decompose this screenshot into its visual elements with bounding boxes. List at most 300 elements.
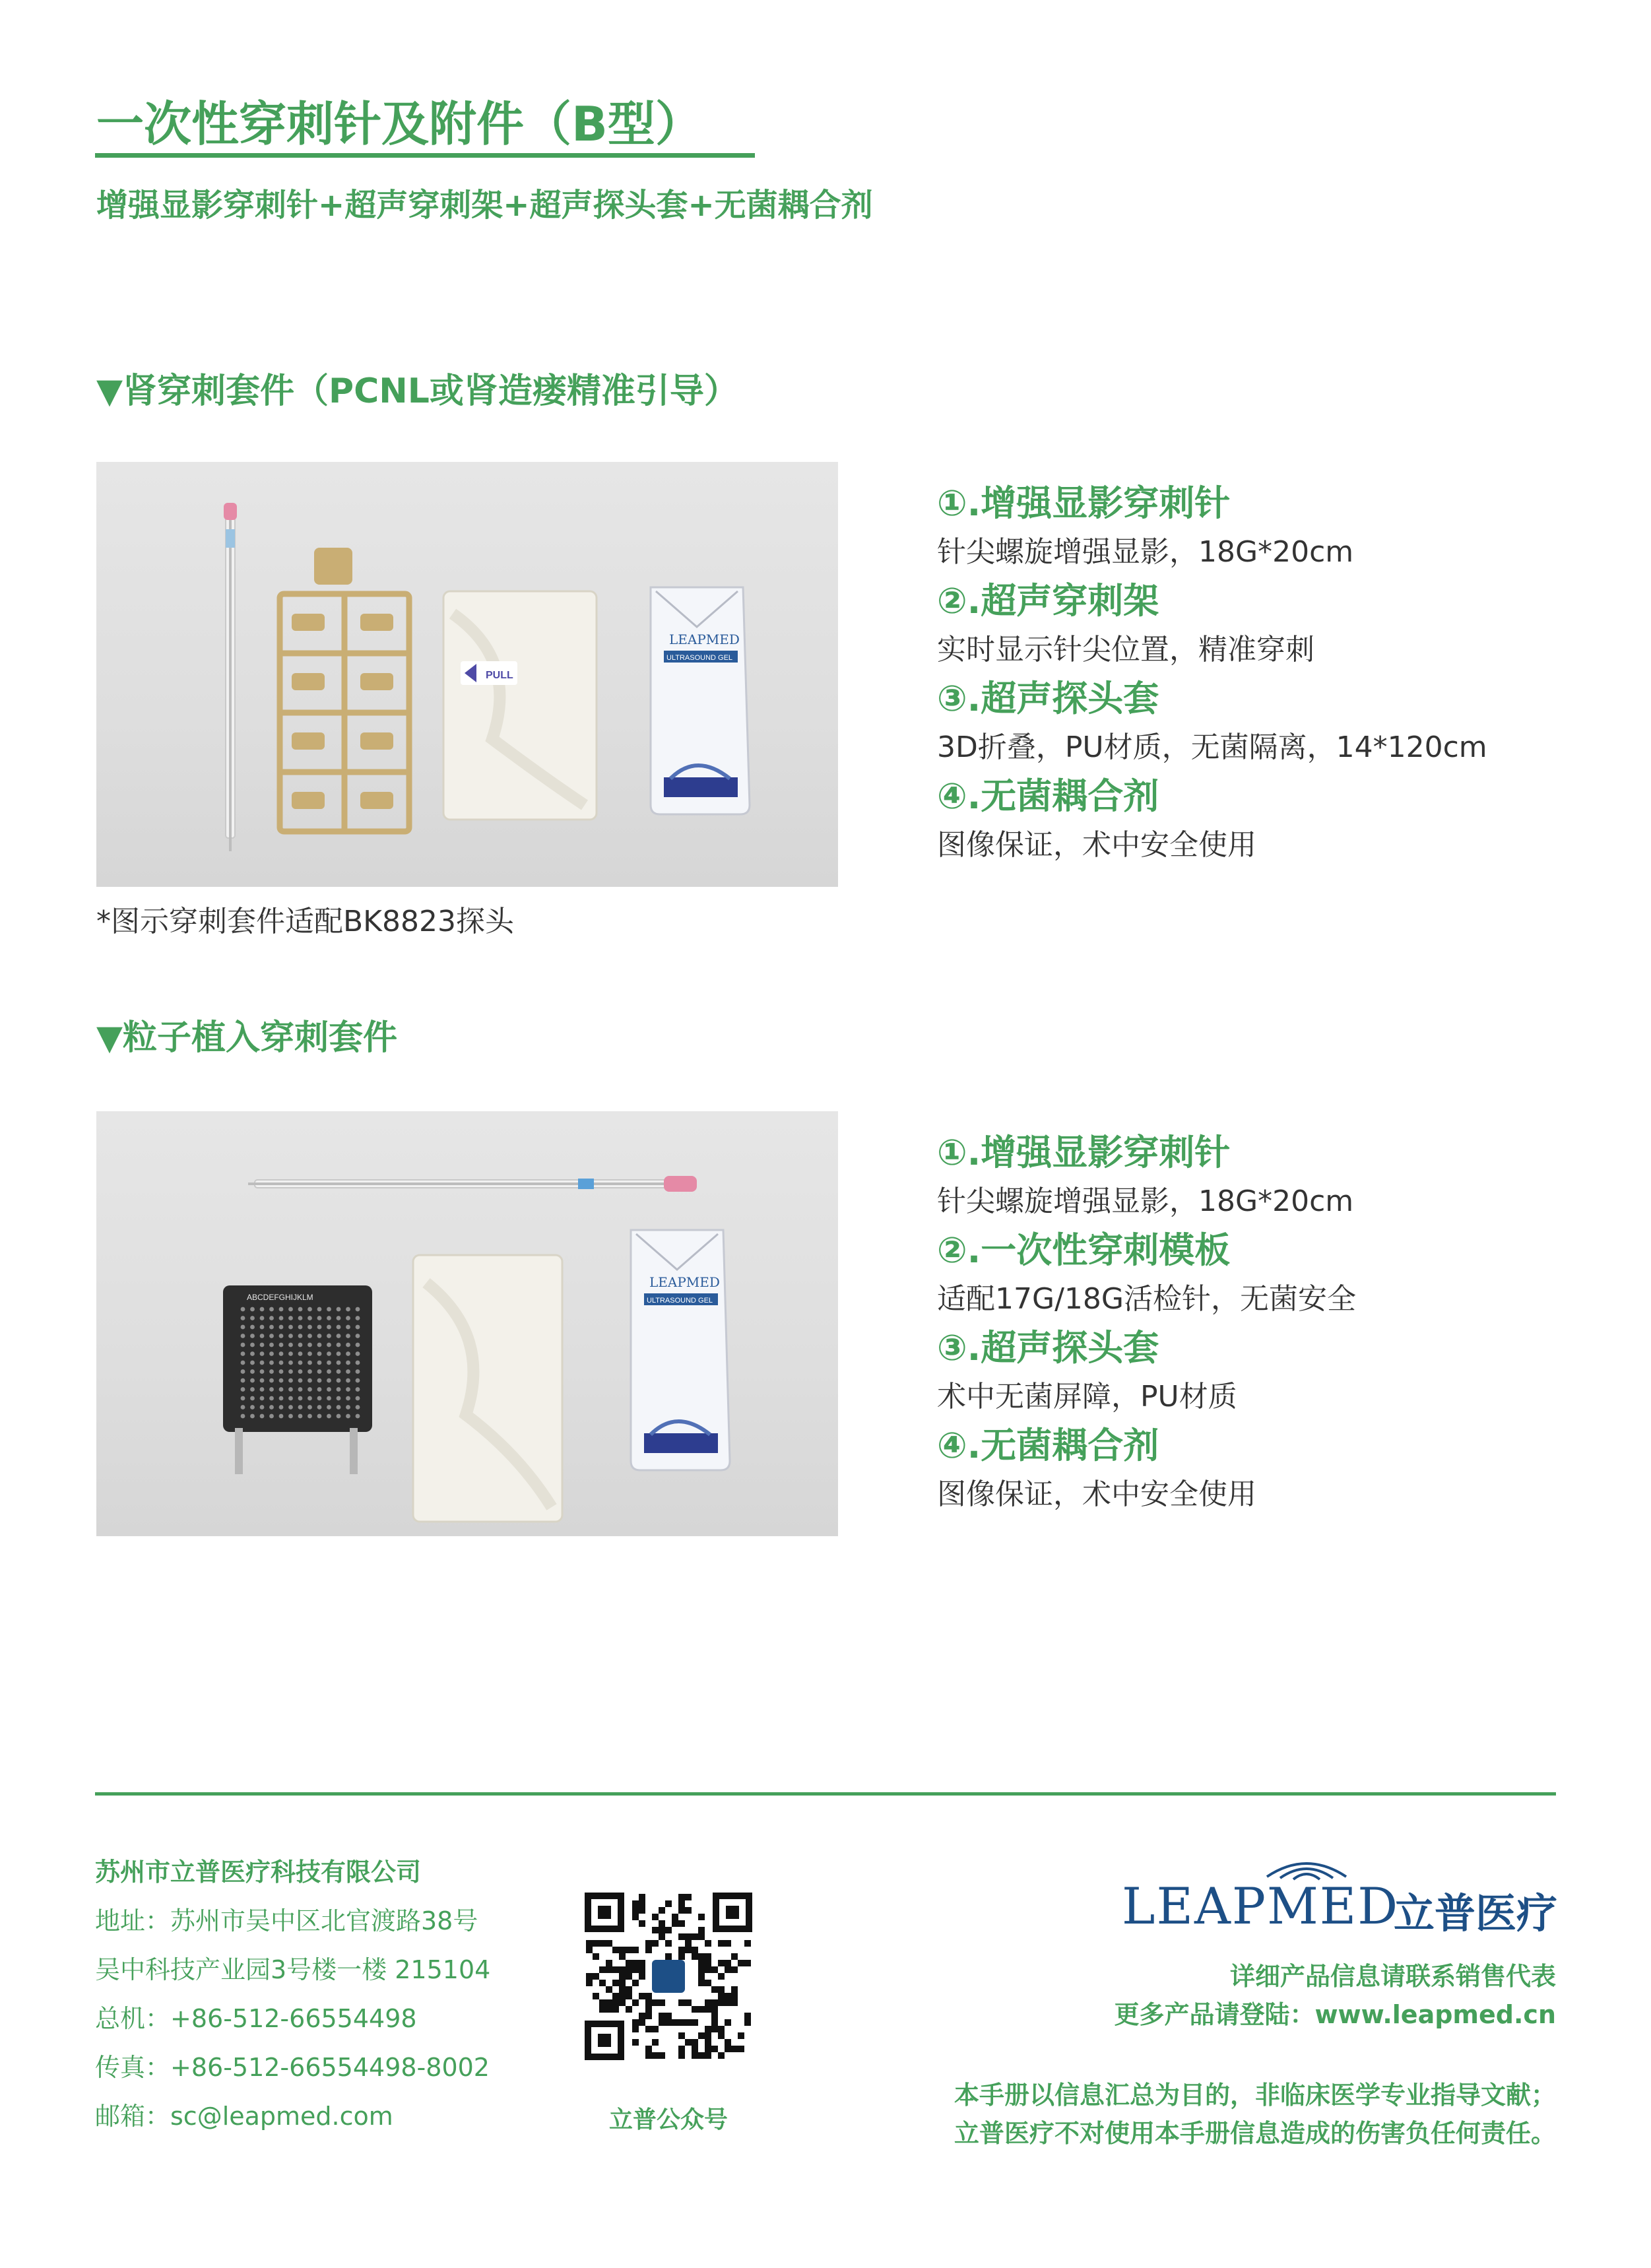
template-hole (269, 1316, 274, 1320)
qr-module (685, 2039, 692, 2046)
qr-module (659, 1999, 665, 2006)
template-hole (317, 1414, 322, 1419)
qr-module (606, 1940, 612, 1947)
template-hole (250, 1316, 255, 1320)
template-hole (288, 1396, 293, 1401)
qr-module (619, 1980, 626, 1986)
template-hole (346, 1307, 350, 1312)
template-hole (260, 1369, 265, 1374)
qr-module (665, 1940, 672, 1947)
template-hole (356, 1307, 360, 1312)
template-hole (327, 1361, 331, 1365)
template-hole (337, 1325, 341, 1330)
template-hole (327, 1414, 331, 1419)
qr-module (626, 1960, 632, 1966)
signal-waves-icon (1254, 1848, 1359, 1881)
template-hole (317, 1387, 322, 1392)
template-hole (279, 1378, 284, 1383)
template-hole (298, 1351, 303, 1356)
probe-cover-pouch (443, 591, 597, 820)
disclaimer-line-2: 立普医疗不对使用本手册信息造成的伤害负任何责任。 (954, 2119, 1556, 2148)
qr-module (612, 2006, 619, 2013)
feature-desc: 适配17G/18G活检针，无菌安全 (937, 1282, 1356, 1316)
template-hole (337, 1405, 341, 1409)
svg-text:PULL: PULL (486, 670, 513, 681)
qr-module (645, 2013, 652, 2019)
address-line-1: 地址：苏州市吴中区北官渡路38号 (95, 1906, 478, 1935)
qr-module (626, 1947, 632, 1953)
qr-module (659, 1933, 665, 1940)
template-hole (308, 1396, 312, 1401)
qr-module (645, 2026, 652, 2032)
template-hole (241, 1387, 245, 1392)
feature-title: ③.超声探头套 (937, 678, 1159, 719)
template-hole (356, 1405, 360, 1409)
template-hole (317, 1325, 322, 1330)
template-hole (327, 1325, 331, 1330)
qr-module (738, 2046, 744, 2052)
template-hole (269, 1325, 274, 1330)
feature-title: ④.无菌耦合剂 (937, 775, 1159, 817)
qr-module (718, 2032, 725, 2039)
disclaimer-line-1: 本手册以信息汇总为目的，非临床医学专业指导文献； (954, 2081, 1556, 2110)
qr-module (678, 2052, 685, 2059)
template-hole (298, 1405, 303, 1409)
qr-module (744, 1940, 751, 1947)
section2-feature-list (937, 1128, 1531, 1519)
template-hole (308, 1387, 312, 1392)
qr-module (639, 1920, 645, 1927)
template-hole (327, 1343, 331, 1347)
section2-product-photo (96, 1111, 838, 1536)
qr-module (711, 2046, 718, 2052)
qr-module (626, 2006, 632, 2013)
feature-desc: 实时显示针尖位置，精准穿刺 (937, 633, 1314, 666)
logo-wordmark: LEAPMED (1122, 1877, 1400, 1935)
template-hole (317, 1307, 322, 1312)
qr-module (652, 2039, 659, 2046)
template-hole (308, 1414, 312, 1419)
template-hole (346, 1334, 350, 1338)
qr-module (698, 1966, 705, 1973)
svg-text:ABCDEFGHIJKLM: ABCDEFGHIJKLM (247, 1293, 313, 1302)
template-hole (241, 1369, 245, 1374)
template-hole (308, 1369, 312, 1374)
template-hole (269, 1378, 274, 1383)
section1-feature-list (937, 479, 1531, 870)
qr-module (705, 1980, 711, 1986)
qr-module (718, 1986, 725, 1993)
qr-module (678, 1920, 685, 1927)
feature-title: ②.超声穿刺架 (937, 580, 1159, 622)
template-hole (346, 1369, 350, 1374)
qr-module (619, 1953, 626, 1960)
feature-desc: 术中无菌屏障，PU材质 (937, 1380, 1237, 1413)
template-hole (356, 1387, 360, 1392)
qr-module (619, 1999, 626, 2006)
qr-module (586, 1940, 593, 1947)
page-title: 一次性穿刺针及附件（B型） (96, 96, 703, 152)
template-hole (337, 1334, 341, 1338)
qr-module (678, 1953, 685, 1960)
template-hole (346, 1316, 350, 1320)
qr-module (692, 2039, 698, 2046)
qr-module (619, 1973, 626, 1980)
template-hole (250, 1307, 255, 1312)
template-hole (298, 1378, 303, 1383)
template-hole (298, 1343, 303, 1347)
qr-module (705, 2026, 711, 2032)
page-subtitle: 增强显影穿刺针+超声穿刺架+超声探头套+无菌耦合剂 (96, 187, 873, 224)
fax-line: 传真：+86-512-66554498-8002 (95, 2053, 490, 2082)
template-hole (298, 1361, 303, 1365)
qr-module (692, 1947, 698, 1953)
sales-contact-note: 详细产品信息请联系销售代表 (1229, 1962, 1556, 1991)
qr-module (678, 1933, 685, 1940)
template-hole (279, 1387, 284, 1392)
template-hole (337, 1307, 341, 1312)
template-hole (288, 1378, 293, 1383)
qr-module (599, 2006, 606, 2013)
qr-module (606, 1966, 612, 1973)
qr-module (619, 1986, 626, 1993)
template-hole (260, 1378, 265, 1383)
template-hole (327, 1316, 331, 1320)
template-hole (260, 1351, 265, 1356)
qr-module (626, 1986, 632, 1993)
qr-module (645, 2006, 652, 2013)
template-hole (327, 1387, 331, 1392)
logo-chinese-name: 立普医疗 (1393, 1889, 1557, 1937)
qr-module (725, 2039, 731, 2046)
qr-module (593, 1973, 599, 1980)
qr-module (678, 2046, 685, 2052)
puncture-needle (224, 503, 237, 851)
template-hole (308, 1307, 312, 1312)
template-hole (279, 1351, 284, 1356)
template-hole (288, 1405, 293, 1409)
qr-module (632, 1966, 639, 1973)
template-hole (308, 1316, 312, 1320)
template-hole (250, 1351, 255, 1356)
template-hole (308, 1405, 312, 1409)
template-hole (298, 1316, 303, 1320)
template-hole (288, 1369, 293, 1374)
template-hole (327, 1396, 331, 1401)
template-hole (241, 1351, 245, 1356)
template-hole (337, 1351, 341, 1356)
template-hole (356, 1378, 360, 1383)
template-hole (250, 1325, 255, 1330)
template-hole (317, 1316, 322, 1320)
qr-module (612, 1980, 619, 1986)
template-hole (308, 1343, 312, 1347)
qr-module (639, 1907, 645, 1914)
qr-module (711, 1999, 718, 2006)
qr-module (685, 1999, 692, 2006)
qr-module (619, 1966, 626, 1973)
qr-module (632, 2026, 639, 2032)
template-hole (279, 1414, 284, 1419)
template-hole (279, 1334, 284, 1338)
qr-module (599, 1980, 606, 1986)
qr-module (665, 1927, 672, 1933)
template-hole (356, 1316, 360, 1320)
qr-module (659, 2019, 665, 2026)
qr-module (705, 1960, 711, 1966)
template-hole (317, 1396, 322, 1401)
template-hole (260, 1307, 265, 1312)
template-hole (308, 1325, 312, 1330)
qr-module (645, 1940, 652, 1947)
template-hole (308, 1361, 312, 1365)
template-hole (327, 1405, 331, 1409)
template-hole (346, 1405, 350, 1409)
qr-module (665, 1900, 672, 1907)
template-hole (279, 1316, 284, 1320)
template-hole (288, 1387, 293, 1392)
qr-module (678, 1947, 685, 1953)
template-hole (298, 1307, 303, 1312)
feature-desc: 针尖螺旋增强显影，18G*20cm (937, 535, 1354, 569)
qr-module (626, 1966, 632, 1973)
svg-text:ULTRASOUND GEL: ULTRASOUND GEL (666, 654, 733, 662)
qr-logo-icon (652, 1960, 685, 1993)
feature-desc: 图像保证，术中安全使用 (937, 1477, 1256, 1511)
qr-module (744, 2013, 751, 2019)
qr-module (632, 1980, 639, 1986)
template-hole (250, 1405, 255, 1409)
template-hole (298, 1334, 303, 1338)
template-hole (279, 1369, 284, 1374)
template-hole (269, 1396, 274, 1401)
qr-module (612, 1999, 619, 2006)
qr-module (692, 1933, 698, 1940)
qr-module (705, 1940, 711, 1947)
qr-module (698, 1960, 705, 1966)
template-hole (327, 1334, 331, 1338)
template-hole (250, 1387, 255, 1392)
qr-module (705, 2052, 711, 2059)
ultrasound-gel-sachet (631, 1230, 730, 1470)
feature-desc: 图像保证，术中安全使用 (937, 828, 1256, 862)
puncture-needle (248, 1176, 697, 1192)
template-hole (269, 1387, 274, 1392)
template-hole (279, 1405, 284, 1409)
qr-module (698, 1927, 705, 1933)
template-hole (241, 1414, 245, 1419)
template-hole (356, 1361, 360, 1365)
website-line[interactable]: 更多产品请登陆：www.leapmed.cn (1114, 2000, 1556, 2029)
ultrasound-gel-sachet (651, 587, 750, 814)
section1-heading: ▼肾穿刺套件（PCNL或肾造瘘精准引导） (96, 372, 738, 411)
qr-module (705, 2039, 711, 2046)
template-hole (269, 1369, 274, 1374)
qr-module (619, 1947, 626, 1953)
qr-module (738, 2032, 744, 2039)
template-hole (317, 1343, 322, 1347)
qr-module (645, 1999, 652, 2006)
title-underline (95, 153, 755, 158)
address-line-2: 吴中科技产业园3号楼一楼 215104 (95, 1955, 491, 1984)
qr-module (705, 1966, 711, 1973)
qr-module (698, 1933, 705, 1940)
qr-module (599, 1940, 606, 1947)
template-hole (241, 1361, 245, 1365)
template-hole (279, 1396, 284, 1401)
template-hole (260, 1387, 265, 1392)
template-hole (356, 1334, 360, 1338)
qr-module (678, 1999, 685, 2006)
template-hole (269, 1351, 274, 1356)
template-hole (288, 1351, 293, 1356)
template-hole (298, 1387, 303, 1392)
svg-text:ULTRASOUND GEL: ULTRASOUND GEL (647, 1297, 713, 1305)
template-hole (327, 1307, 331, 1312)
qr-module (639, 1960, 645, 1966)
template-hole (346, 1396, 350, 1401)
qr-module (698, 2006, 705, 2013)
footer-divider (95, 1792, 1556, 1796)
template-hole (298, 1396, 303, 1401)
template-hole (260, 1334, 265, 1338)
qr-module (612, 1947, 619, 1953)
qr-module (626, 1973, 632, 1980)
template-hole (269, 1307, 274, 1312)
qr-module (639, 1900, 645, 1907)
template-hole (241, 1325, 245, 1330)
qr-module (744, 1960, 751, 1966)
template-hole (279, 1325, 284, 1330)
template-hole (288, 1343, 293, 1347)
qr-module (718, 2026, 725, 2032)
qr-module (725, 1940, 731, 1947)
qr-module (698, 1980, 705, 1986)
template-hole (250, 1369, 255, 1374)
qr-module (711, 2013, 718, 2019)
qr-module (652, 1927, 659, 1933)
qr-module (685, 2019, 692, 2026)
feature-title: ②.一次性穿刺模板 (937, 1229, 1231, 1271)
qr-module (678, 2032, 685, 2039)
template-hole (346, 1343, 350, 1347)
qr-module (599, 1999, 606, 2006)
qr-module (639, 1993, 645, 1999)
qr-module (725, 1960, 731, 1966)
email-line[interactable]: 邮箱：sc@leapmed.com (95, 2102, 393, 2131)
qr-module (711, 1986, 718, 1993)
qr-module (632, 1999, 639, 2006)
qr-module (738, 1960, 744, 1966)
template-hole (337, 1378, 341, 1383)
qr-module (632, 1960, 639, 1966)
template-hole (279, 1343, 284, 1347)
qr-module (665, 1953, 672, 1960)
template-hole (298, 1414, 303, 1419)
qr-module (718, 1999, 725, 2006)
qr-module (606, 1986, 612, 1993)
qr-module (652, 1999, 659, 2006)
template-hole (250, 1396, 255, 1401)
template-hole (288, 1316, 293, 1320)
qr-module (593, 1993, 599, 1999)
qr-module (632, 1907, 639, 1914)
qr-module (698, 1973, 705, 1980)
qr-module (705, 1953, 711, 1960)
probe-cover-pouch (413, 1255, 562, 1522)
qr-module (639, 1894, 645, 1900)
qr-module (652, 1914, 659, 1920)
template-hole (337, 1414, 341, 1419)
qr-module (632, 1900, 639, 1907)
qr-module (672, 2019, 678, 2026)
template-hole (356, 1325, 360, 1330)
template-hole (250, 1378, 255, 1383)
qr-module (606, 1999, 612, 2006)
template-hole (327, 1351, 331, 1356)
qr-module (672, 1920, 678, 1927)
svg-text:LEAPMED: LEAPMED (649, 1274, 720, 1290)
qr-code[interactable] (585, 1893, 752, 2060)
feature-title: ①.增强显影穿刺针 (937, 482, 1231, 524)
template-hole (241, 1405, 245, 1409)
template-hole (346, 1351, 350, 1356)
qr-module (692, 2006, 698, 2013)
feature-title: ①.增强显影穿刺针 (937, 1132, 1231, 1173)
template-hole (260, 1316, 265, 1320)
template-hole (269, 1361, 274, 1365)
qr-module (731, 1966, 738, 1973)
qr-module (705, 2032, 711, 2039)
section2-heading: ▼粒子植入穿刺套件 (96, 1018, 397, 1058)
qr-module (645, 2046, 652, 2052)
template-hole (317, 1361, 322, 1365)
qr-module (685, 1947, 692, 1953)
qr-module (692, 2019, 698, 2026)
template-hole (317, 1334, 322, 1338)
template-hole (241, 1343, 245, 1347)
template-hole (308, 1351, 312, 1356)
qr-module (639, 1966, 645, 1973)
qr-module (685, 1933, 692, 1940)
template-hole (269, 1334, 274, 1338)
qr-module (606, 1960, 612, 1966)
template-hole (346, 1378, 350, 1383)
qr-module (698, 1953, 705, 1960)
template-hole (241, 1316, 245, 1320)
qr-module (725, 1999, 731, 2006)
template-hole (241, 1307, 245, 1312)
qr-module (639, 1973, 645, 1980)
qr-module (725, 1966, 731, 1973)
qr-module (711, 2026, 718, 2032)
qr-module (685, 1907, 692, 1914)
qr-module (731, 1986, 738, 1993)
template-hole (337, 1387, 341, 1392)
qr-module (731, 1993, 738, 1999)
qr-module (652, 2052, 659, 2059)
qr-module (632, 2039, 639, 2046)
qr-module (678, 2019, 685, 2026)
qr-module (645, 1947, 652, 1953)
phone-line: 总机：+86-512-66554498 (95, 2004, 417, 2033)
template-hole (317, 1378, 322, 1383)
template-hole (308, 1378, 312, 1383)
template-hole (288, 1334, 293, 1338)
qr-module (678, 1894, 685, 1900)
template-hole (346, 1361, 350, 1365)
qr-module (692, 1953, 698, 1960)
